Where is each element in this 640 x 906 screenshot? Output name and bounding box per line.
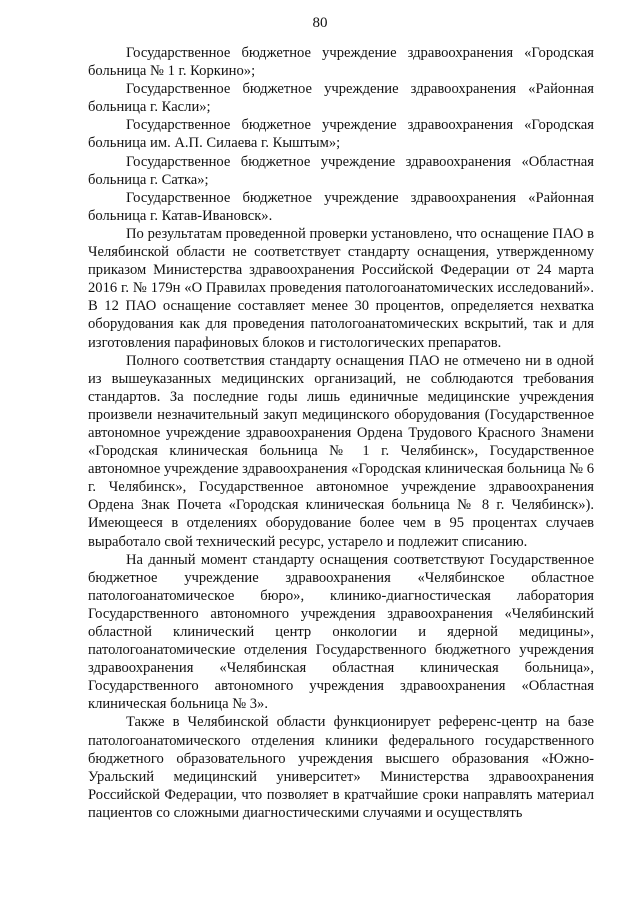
paragraph-standard-compliance: Полного соответствия стандарту оснащения ПАО не отмечено ни в одной из вышеуказанных медицинских организаций, не соблюдаются требования стандартов. За последние годы лишь единичные медицинские учреждения произвели незначительный закуп медицинского оборудования (Государственное автономное учреждение здравоохранения Ордена Трудового Красного Знамени «Городская клиническая больница № 1 г. Челябинск», Государственное автономное учреждение здравоохранения «Городская клиническая больница № 6 г. Челябинск», Государственное автономное учреждение здравоохранения Ордена Знак Почета «Городская клиническая больница № 8 г. Челябинск»). Имеющееся в отделениях оборудование более чем в 95 процентах случаев выработало свой технический ресурс, устарело и подлежит списанию. [88, 352, 594, 550]
document-body [88, 44, 594, 822]
paragraph-reference-center: Также в Челябинской области функционирует референс-центр на базе патологоанатомического отделения клиники федерального государственного бюджетного образовательного учреждения высшего образования «Южно-Уральский медицинский университет» Министерства здравоохранения Российской Федерации, что позволяет в кратчайшие сроки направлять материал пациентов со сложными диагностическими случаями и осуществлять [88, 714, 594, 821]
paragraph-hospital-kyshtym: Государственное бюджетное учреждение здравоохранения «Городская больница им. А.П. Силаева г. Кыштым»; [88, 117, 594, 152]
paragraph-hospital-kasli: Государственное бюджетное учреждение здравоохранения «Районная больница г. Касли»; [88, 81, 594, 116]
paragraph-current-compliance: На данный момент стандарту оснащения соответствуют Государственное бюджетное учреждение здравоохранения «Челябинское областное патологоанатомическое бюро», клинико-диагностическая лаборатория Государственного автономного учреждения здравоохранения «Челябинский областной клинический центр онкологии и ядерной медицины», патологоанатомические отделения Государственного бюджетного учреждения здравоохранения «Челябинская областная клиническая больница», Государственного автономного учреждения здравоохранения «Областная клиническая больница № 3». [88, 551, 594, 713]
paragraph-hospital-korkino: Государственное бюджетное учреждение здравоохранения «Городская больница № 1 г. Коркино»; [88, 45, 594, 80]
paragraph-inspection-results: По результатам проведенной проверки установлено, что оснащение ПАО в Челябинской области не соответствует стандарту оснащения, утвержденному приказом Министерства здравоохранения Российской Федерации от 24 марта 2016 г. № 179н «О Правилах проведения патологоанатомических исследований». В 12 ПАО оснащение составляет менее 30 процентов, определяется нехватка оборудования как для проведения патологоанатомических вскрытий, так и для изготовления парафиновых блоков и гистологических препаратов. [88, 225, 594, 351]
page-number: 80 [312, 15, 328, 31]
paragraph-hospital-satka: Государственное бюджетное учреждение здравоохранения «Областная больница г. Сатка»; [88, 153, 594, 188]
paragraph-hospital-katav-ivanovsk: Государственное бюджетное учреждение здравоохранения «Районная больница г. Катав-Ивановск». [88, 189, 594, 224]
